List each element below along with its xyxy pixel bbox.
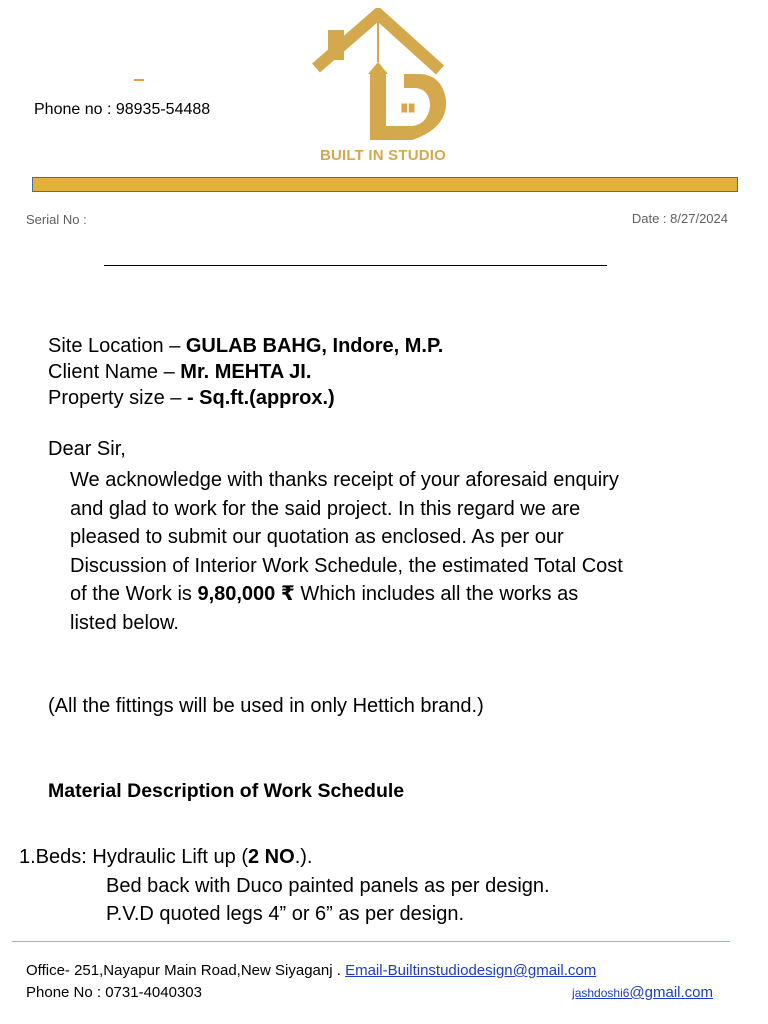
item-label-end: .). — [294, 846, 313, 868]
total-cost-amount: 9,80,000 ₹ — [197, 583, 295, 605]
schedule-item-1 — [19, 846, 312, 869]
email-link-1[interactable]: Email-Builtinstudiodesign@gmail.com — [345, 962, 597, 979]
schedule-item-1-detail-2: P.V.D quoted legs 4” or 6” as per design. — [106, 903, 465, 925]
letter-body-text-end: Which includes all the works as listed below. — [70, 583, 579, 634]
date-label: Date : 8/27/2024 — [631, 211, 728, 226]
header-phone: Phone no : 98935-54488 — [34, 101, 211, 118]
footer-phone: Phone No : 0731-4040303 — [26, 984, 202, 1001]
property-size-value: - Sq.ft.(approx.) — [186, 387, 335, 409]
email-link-2[interactable] — [572, 984, 713, 1001]
schedule-item-1-detail-1: Bed back with Duco painted panels as per design. — [106, 875, 550, 897]
fittings-note: (All the fittings will be used in only Hettich brand.) — [48, 695, 484, 717]
client-name-line — [48, 359, 443, 385]
email-2-user: jashdoshi6 — [572, 986, 630, 1000]
property-size-label: Property size – — [48, 387, 187, 409]
brand-name: BUILT IN STUDIO — [319, 147, 447, 164]
greeting: Dear Sir, — [48, 438, 126, 460]
property-size-line — [48, 385, 443, 411]
built-in-studio-logo-icon — [308, 8, 458, 168]
item-quantity: 2 NO — [248, 846, 295, 868]
project-info — [48, 333, 443, 411]
site-location-line — [48, 333, 443, 359]
footer-divider — [12, 941, 730, 942]
serial-label: Serial No : — [26, 212, 87, 227]
accent-dash — [134, 79, 144, 81]
footer-office — [26, 962, 596, 979]
divider-line — [104, 265, 607, 266]
schedule-title: Material Description of Work Schedule — [48, 780, 405, 802]
client-name-value: Mr. MEHTA JI. — [180, 361, 312, 383]
letter-body — [70, 466, 630, 637]
item-label: 1.Beds: Hydraulic Lift up ( — [19, 846, 248, 868]
site-location-value: GULAB BAHG, Indore, M.P. — [185, 335, 444, 357]
letter-body-text: We acknowledge with thanks receipt of your aforesaid enquiry and glad to work for the said project. In this regard we are pleased to submit our quotation as enclosed. As per our Discussion of Interior Work Schedule, the estimated Total Cost of the Work is — [70, 469, 623, 605]
site-location-label: Site Location – — [48, 335, 186, 357]
header-band — [32, 177, 738, 192]
email-2-domain: @gmail.com — [629, 984, 713, 1001]
office-address: Office- 251,Nayapur Main Road,New Siyaganj . — [26, 962, 346, 979]
client-name-label: Client Name – — [48, 361, 181, 383]
